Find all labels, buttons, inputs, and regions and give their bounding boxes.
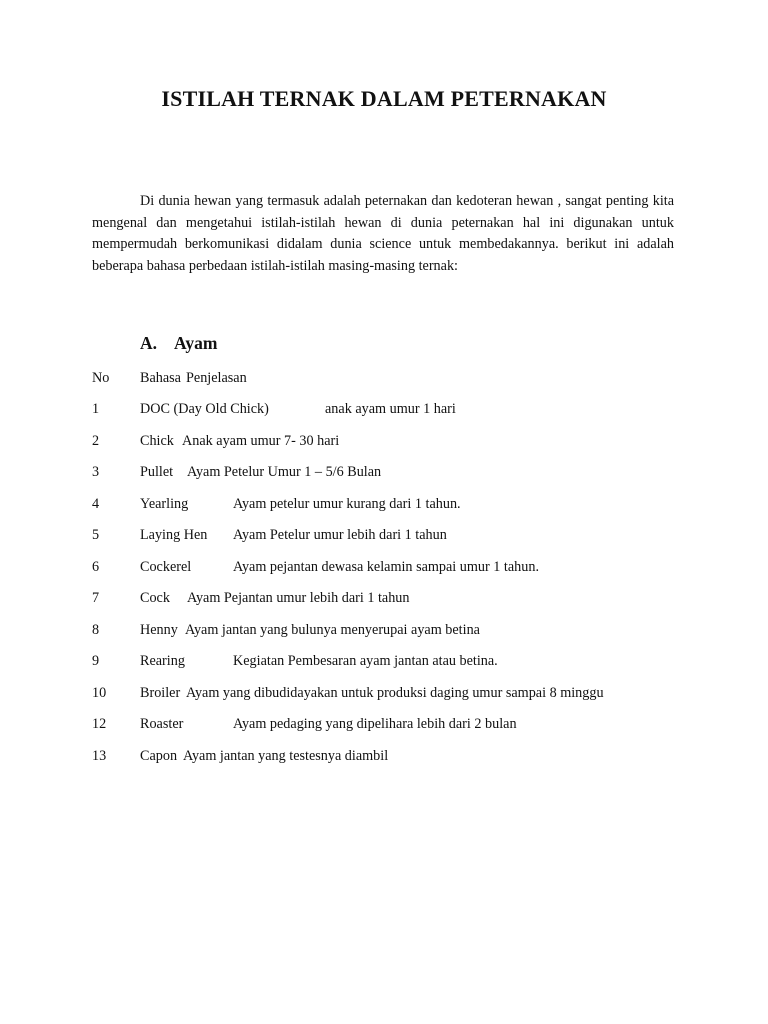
row-term: Pullet	[140, 464, 174, 480]
row-no: 1	[92, 401, 100, 417]
row-term: Henny	[140, 622, 178, 638]
table-row	[0, 556, 768, 578]
row-no: 7	[92, 590, 100, 606]
row-no: 13	[92, 748, 107, 764]
table-row	[0, 524, 768, 546]
row-desc: Anak ayam umur 7- 30 hari	[182, 433, 340, 449]
row-no: 3	[92, 464, 100, 480]
table-row	[0, 461, 768, 483]
row-no: 2	[92, 433, 100, 449]
section-letter: A.	[140, 333, 158, 353]
table-header-row	[0, 367, 768, 389]
table-row	[0, 619, 768, 641]
intro-paragraph: Di dunia hewan yang termasuk adalah peternakan dan kedoteran hewan , sangat penting kita mengenal dan mengetahui istilah-istilah hewan di dunia peternakan hal ini digunakan untuk mempermudah berkomunikasi didalam dunia science untuk membedakannya. berikut ini adalah beberapa bahasa perbedaan istilah-istilah masing-masing ternak:	[92, 193, 674, 274]
row-desc: Ayam Pejantan umur lebih dari 1 tahun	[187, 590, 410, 606]
row-desc: Ayam jantan yang testesnya diambil	[183, 748, 389, 764]
row-no: 8	[92, 622, 100, 638]
row-term: Roaster	[140, 716, 184, 732]
row-term: Broiler	[140, 685, 181, 701]
row-no: 12	[92, 716, 107, 732]
row-no: 5	[92, 527, 100, 543]
table-row	[0, 493, 768, 515]
section-heading	[140, 333, 217, 354]
table-row	[0, 587, 768, 609]
page-title: ISTILAH TERNAK DALAM PETERNAKAN	[161, 86, 607, 111]
row-term: Yearling	[140, 496, 189, 512]
row-desc: anak ayam umur 1 hari	[325, 401, 456, 417]
row-term: Rearing	[140, 653, 185, 669]
row-desc: Ayam jantan yang bulunya menyerupai ayam betina	[185, 622, 480, 638]
row-term: Chick	[140, 433, 174, 449]
row-term: Laying Hen	[140, 527, 208, 543]
row-term: Capon	[140, 748, 178, 764]
row-term: Cock	[140, 590, 170, 606]
table-row	[0, 682, 768, 704]
header-desc: Penjelasan	[186, 370, 247, 386]
row-desc: Ayam Petelur Umur 1 – 5/6 Bulan	[187, 464, 382, 480]
row-desc: Kegiatan Pembesaran ayam jantan atau betina.	[233, 653, 498, 669]
row-desc: Ayam pejantan dewasa kelamin sampai umur 1 tahun.	[233, 559, 539, 575]
header-term: Bahasa	[140, 370, 181, 386]
table-row	[0, 398, 768, 420]
table-row	[0, 650, 768, 672]
row-term: Cockerel	[140, 559, 192, 575]
row-no: 10	[92, 685, 107, 701]
table-row	[0, 713, 768, 735]
row-no: 6	[92, 559, 100, 575]
row-desc: Ayam yang dibudidayakan untuk produksi daging umur sampai 8 minggu	[186, 685, 604, 701]
row-desc: Ayam Petelur umur lebih dari 1 tahun	[233, 527, 447, 543]
table-row	[0, 430, 768, 452]
row-term: DOC (Day Old Chick)	[140, 401, 269, 417]
row-no: 9	[92, 653, 100, 669]
row-desc: Ayam petelur umur kurang dari 1 tahun.	[233, 496, 461, 512]
row-no: 4	[92, 496, 100, 512]
table-row	[0, 745, 768, 767]
row-desc: Ayam pedaging yang dipelihara lebih dari 2 bulan	[233, 716, 517, 732]
section-name: Ayam	[174, 333, 218, 353]
header-no: No	[92, 370, 110, 386]
